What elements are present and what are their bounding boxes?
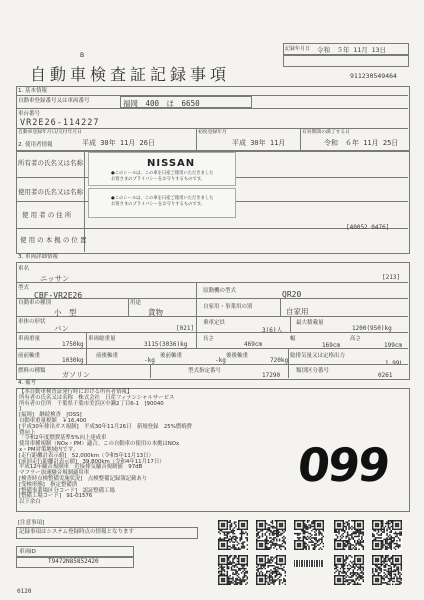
fuel-value: ガソリン bbox=[62, 371, 90, 379]
displacement-label: 総排気量又は定格出力 bbox=[290, 353, 346, 359]
registration-number-label: 自動車登録番号又は車両番号 bbox=[18, 98, 90, 104]
gross-weight-label: 車両総重量 bbox=[88, 336, 116, 342]
weight-label: 車両重量 bbox=[18, 336, 41, 342]
maker-label: 車名 bbox=[18, 266, 30, 272]
first-registration-value: 平成 30年 11月 26日 bbox=[82, 139, 155, 147]
length-value: 469cm bbox=[244, 341, 263, 348]
expiry-label: 有効期間の満了する日 bbox=[302, 130, 350, 135]
header-letter: B bbox=[80, 52, 85, 59]
rear-rear-axle-value: 720kg bbox=[270, 357, 289, 364]
notes-text: 記録事項はシステム登録時点の情報となります bbox=[19, 529, 134, 535]
vehicle-id-value: T9472N85852420 bbox=[48, 558, 99, 565]
remarks-line: 平成12年騒音規制車 近接排気騒音規制値 97dB bbox=[19, 464, 143, 471]
front-front-axle-value: 1030kg bbox=[62, 357, 84, 364]
section4-heading: 4. 備考 bbox=[18, 380, 36, 386]
remarks-line: マフラー加速騒音規制適用車 bbox=[19, 470, 90, 477]
remarks-line: [整備事業場区分コード] 認証整備工場 bbox=[19, 487, 115, 494]
qr-code-icon bbox=[372, 555, 402, 585]
vehicle-id-label: 車両ID bbox=[19, 549, 36, 555]
width-value: 169cm bbox=[322, 342, 341, 349]
privacy-seal-2 bbox=[88, 188, 236, 218]
first-registration-label: 自動車登録年月日/交付年月日 bbox=[18, 130, 82, 135]
notes-label: [注意事項] bbox=[18, 520, 45, 526]
body-code: [021] bbox=[176, 325, 195, 332]
use-value: 貨物 bbox=[148, 308, 163, 317]
remarks-line: 以下余白 bbox=[19, 499, 41, 506]
body-label: 車体の形状 bbox=[18, 319, 46, 325]
length-label: 長さ bbox=[203, 336, 215, 342]
remarks-block bbox=[19, 390, 289, 506]
height-value: 199cm bbox=[384, 342, 403, 349]
kind-value: 小 型 bbox=[54, 308, 77, 317]
chassis-number-label: 車台番号 bbox=[18, 111, 41, 117]
base-location-label: 使 用 の 本 拠 の 位 置 bbox=[20, 236, 87, 244]
purpose-label: 自家用・事業用の別 bbox=[203, 304, 253, 310]
remarks-line: [福岡] 継続検査 [OSS] bbox=[19, 412, 82, 419]
remarks-line: 「令和2年度燃費基準5%向上達成車 bbox=[19, 435, 107, 442]
remarks-line: 費向上 bbox=[19, 429, 36, 436]
qr-code-icon bbox=[334, 555, 364, 585]
remarks-line: 所有者の住所 千葉県千葉市美浜区中瀬2丁目6-1 [90040 bbox=[19, 400, 164, 407]
side-code: [40052 0476] bbox=[346, 224, 390, 231]
user-address-label: 使 用 者 の 住 所 bbox=[22, 211, 72, 219]
user-name-label: 使用者の氏名又は名称 bbox=[18, 188, 83, 196]
height-label: 高さ bbox=[350, 336, 362, 342]
section1-heading: 1. 基本情報 bbox=[18, 88, 47, 94]
qr-code-icon bbox=[294, 520, 324, 550]
record-date-value: 令和 ５年 11月 13日 bbox=[317, 46, 386, 54]
gross-weight-value: 3115(3036)kg bbox=[144, 341, 188, 348]
qr-code-icon bbox=[218, 520, 248, 550]
record-date-label: 記録年月日 bbox=[285, 46, 311, 52]
rear-front-axle-value: -kg bbox=[215, 357, 226, 364]
remarks-line: [整備工場コード] 91-01576 bbox=[19, 493, 93, 500]
remarks-line: [前回走行距離計表示値] 39,800km（令和4年11月17日） bbox=[19, 458, 165, 465]
max-load-value: 1200(950)kg bbox=[352, 325, 392, 332]
front-front-axle-label: 前前軸重 bbox=[18, 353, 41, 359]
privacy-seal-nissan bbox=[88, 152, 236, 186]
max-load-label: 最大積載量 bbox=[296, 320, 324, 326]
qr-code-icon bbox=[256, 555, 286, 585]
seal-text-2: お客さまのプライバシーをお守りするものです。 bbox=[111, 177, 205, 182]
capacity-label: 乗車定員 bbox=[203, 320, 226, 326]
remarks-line: [走行距離計表示値] 52,000km（令和5年11月13日） bbox=[19, 452, 154, 459]
owner-name-label: 所有者の氏名又は名称 bbox=[18, 159, 83, 167]
seal-text-3: ●このシールは、この車を日産ご使用いただきました bbox=[111, 196, 214, 201]
remarks-line: x・PM対策地域内です。 bbox=[19, 446, 79, 453]
width-label: 幅 bbox=[290, 336, 296, 342]
seal-text-4: お客さまのプライバシーをお守りするものです。 bbox=[111, 202, 205, 207]
chassis-number-value: VR2E26-114227 bbox=[20, 118, 100, 128]
rear-front-axle-label: 後前軸重 bbox=[160, 353, 183, 359]
capacity-value: 3(6)人 bbox=[262, 327, 283, 334]
remarks-line: [受検形態] 指定整備済 bbox=[19, 481, 78, 488]
displacement-value: 1.99L bbox=[385, 360, 404, 367]
nissan-logo: NISSAN bbox=[147, 158, 196, 169]
first-year-label: 初度登録年月 bbox=[198, 130, 227, 135]
registration-number-value: 福岡 400 ほ 6650 bbox=[123, 99, 200, 108]
model-label: 型式 bbox=[18, 285, 30, 291]
model-spec-label: 型式指定番号 bbox=[188, 368, 222, 374]
body-value: バン bbox=[54, 324, 69, 333]
model-value: CBF-VR2E26 bbox=[34, 291, 83, 300]
expiry-value: 令和 ６年 11月 25日 bbox=[324, 139, 399, 147]
weight-value: 1750kg bbox=[62, 341, 84, 348]
remarks-line: ] bbox=[19, 406, 22, 413]
remarks-line: 【本自動車検査証発行時における所有者情報】 bbox=[19, 389, 133, 395]
front-rear-axle-value: -kg bbox=[144, 357, 155, 364]
kind-label: 自動車の種別 bbox=[18, 300, 52, 306]
remarks-line: 使用車種規制（NOx・PM）適合。この自動車の使用の本拠はNOx bbox=[19, 441, 180, 448]
use-label: 用途 bbox=[130, 300, 142, 306]
remarks-line: 所有者の氏名又は名称 株式会社 日産フィナンシャルサービス bbox=[19, 394, 175, 401]
category-value: 0261 bbox=[378, 372, 393, 379]
remarks-line: [平成30年排出ガス規制] 平成30年11月26日 新規登録 25%燃焼費 bbox=[19, 423, 193, 430]
handwritten-number: 099 bbox=[295, 438, 391, 492]
seal-text-1: ●このシールは、この車を日産ご使用いただきました bbox=[111, 171, 214, 176]
section2-heading: 2. 使用者情報 bbox=[18, 142, 53, 148]
engine-value: QR20 bbox=[282, 290, 302, 299]
qr-code-icon bbox=[334, 520, 364, 550]
page-title: 自動車検査証記録事項 bbox=[30, 65, 231, 84]
page-code: 0120 bbox=[17, 588, 32, 595]
document-number: 911230549464 bbox=[350, 72, 397, 80]
engine-label: 原動機の型式 bbox=[203, 288, 237, 294]
fuel-label: 燃料の種類 bbox=[18, 368, 46, 374]
qr-code-icon bbox=[256, 520, 286, 550]
qr-code-icon bbox=[372, 520, 402, 550]
purpose-value: 自家用 bbox=[286, 307, 309, 316]
section3-heading: 3. 車両詳細情報 bbox=[18, 254, 58, 260]
maker-value: ニッサン bbox=[40, 274, 70, 283]
rear-rear-axle-label: 後後軸重 bbox=[226, 353, 249, 359]
first-year-value: 平成 30年 11月 bbox=[232, 139, 286, 147]
model-spec-value: 17290 bbox=[262, 372, 281, 379]
barcode-icon bbox=[294, 560, 324, 567]
front-rear-axle-label: 前後軸重 bbox=[96, 353, 119, 359]
qr-code-icon bbox=[218, 555, 248, 585]
remarks-line: 自動車重量税額 ￥16,400 bbox=[19, 417, 87, 424]
category-label: 類別区分番号 bbox=[296, 368, 330, 374]
maker-code: [213] bbox=[382, 274, 401, 281]
remarks-line: [検査時点検整備実施状況] 点検整備記録簿記載あり bbox=[19, 475, 148, 482]
